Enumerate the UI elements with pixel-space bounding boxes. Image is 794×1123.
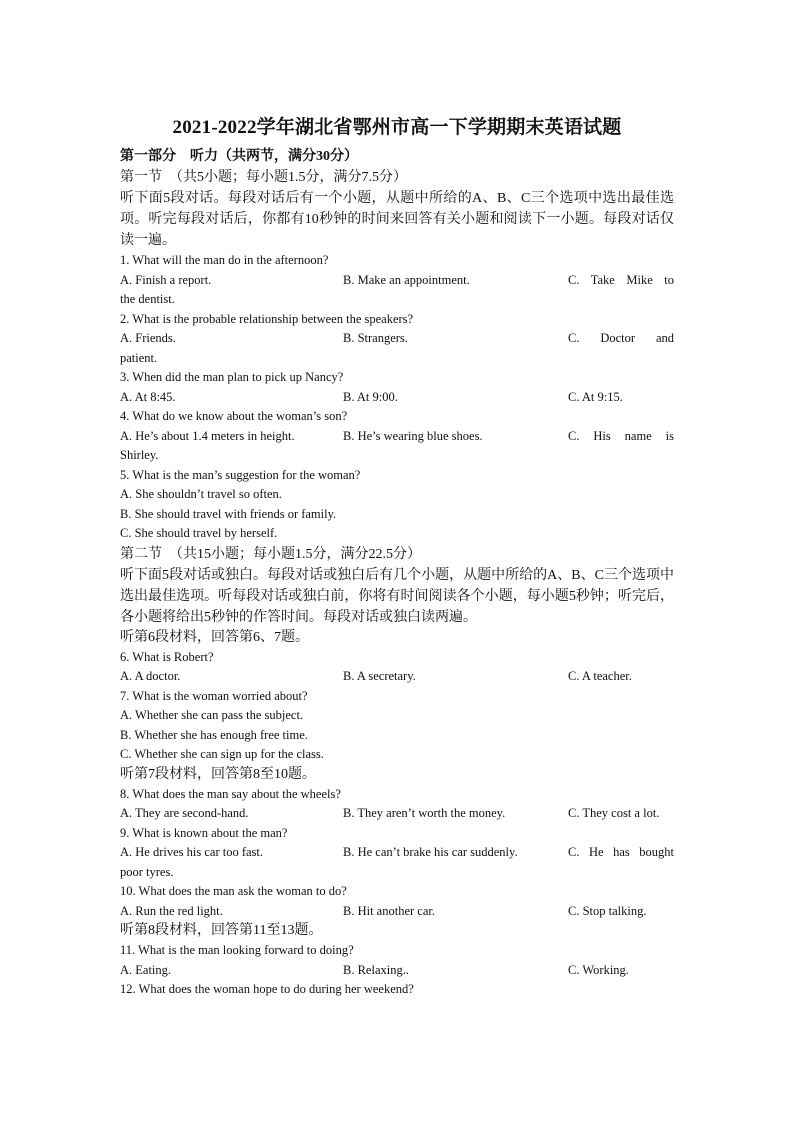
material-8-note: 听第8段材料，回答第11至13题。 [120,923,323,938]
option-c: C. Doctor and [568,331,674,345]
option-a: A. She shouldn’t travel so often. [120,487,282,501]
option-c-continued: Shirley. [120,448,159,462]
option-b: B. Whether she has enough free time. [120,727,308,742]
question-8: 8. What does the man say about the wheels? [120,786,341,801]
section-one-heading: 第一节 （共5小题；每小题1.5分，满分7.5分） [120,170,407,185]
question-8-options [120,804,674,824]
question-10-options [120,902,674,922]
option-c-continued: the dentist. [120,292,175,306]
question-1-options [120,271,674,310]
option-b: B. Hit another car. [343,903,435,918]
document-content [120,114,674,1000]
option-c: C. Working. [568,962,629,977]
question-9-options [120,843,674,882]
question-1: 1. What will the man do in the afternoon? [120,253,329,267]
option-c: C. A teacher. [568,669,632,683]
section-one-instruction: 听下面5段对话。每段对话后有一个小题，从题中所给的A、B、C三个选项中选出最佳选项。听完每段对话后，你都有10秒钟的时间来回答有关小题和阅读下一小题。每段对话仅读一遍。 [120,191,674,248]
option-a: A. Run the red light. [120,903,223,918]
question-3: 3. When did the man plan to pick up Nancy? [120,370,344,384]
question-10: 10. What does the man ask the woman to do? [120,884,347,898]
option-b: B. He can’t brake his car suddenly. [343,845,518,859]
material-6-note: 听第6段材料，回答第6、7题。 [120,629,309,645]
option-a: A. They are second-hand. [120,806,249,820]
option-b: B. She should travel with friends or family. [120,506,337,521]
option-c: C. Whether she can sign up for the class. [120,747,324,761]
option-c: C. His name is [568,428,674,443]
option-c: C. She should travel by herself. [120,526,278,540]
option-a: A. Whether she can pass the subject. [120,708,304,722]
option-c: C. Stop talking. [568,903,647,918]
question-4-options [120,427,674,466]
question-4: 4. What do we know about the woman’s son? [120,409,348,423]
option-c: C. They cost a lot. [568,806,660,820]
option-a: A. At 8:45. [120,389,176,404]
option-b: B. He’s wearing blue shoes. [343,428,483,443]
option-b: B. Strangers. [343,331,408,345]
option-c: C. At 9:15. [568,389,623,404]
option-b: B. At 9:00. [343,389,398,404]
question-9: 9. What is known about the man? [120,825,288,840]
question-11-options [120,961,674,981]
section-two-heading: 第二节 （共15小题；每小题1.5分，满分22.5分） [120,546,421,562]
option-a: A. A doctor. [120,669,181,683]
option-c: C. Take Mike to [568,272,674,287]
option-a: A. Eating. [120,962,172,977]
question-2: 2. What is the probable relationship between the speakers? [120,311,414,326]
option-c-continued: patient. [120,350,158,365]
option-a: A. Friends. [120,331,176,345]
document-title: 2021-2022学年湖北省鄂州市高一下学期期末英语试题 [172,117,622,138]
question-12: 12. What does the woman hope to do during her weekend? [120,982,414,996]
question-3-options [120,388,674,408]
option-a: A. Finish a report. [120,272,212,287]
option-a: A. He’s about 1.4 meters in height. [120,428,295,443]
option-b: B. Make an appointment. [343,272,470,287]
part-one-heading: 第一部分 听力（共两节，满分30分） [120,149,358,164]
option-c: C. He has bought [568,845,674,859]
section-two-instruction: 听下面5段对话或独白。每段对话或独白后有几个小题，从题中所给的A、B、C三个选项中选出最佳选项。听每段对话或独白前，你将有时间阅读各个小题，每小题5秒钟；听完后，各小题将给出5秒钟的作答时间。每段对话或独白读两遍。 [120,567,674,625]
option-b: B. They aren’t worth the money. [343,806,506,820]
option-b: B. Relaxing.. [343,962,409,977]
material-7-note: 听第7段材料，回答第8至10题。 [120,766,316,782]
question-5: 5. What is the man’s suggestion for the woman? [120,467,361,482]
option-b: B. A secretary. [343,669,416,683]
question-7: 7. What is the woman worried about? [120,688,308,703]
question-2-options [120,329,674,368]
option-a: A. He drives his car too fast. [120,845,264,859]
option-c-continued: poor tyres. [120,864,174,879]
question-11: 11. What is the man looking forward to doing? [120,943,354,957]
question-6-options [120,667,674,687]
question-6: 6. What is Robert? [120,649,214,664]
